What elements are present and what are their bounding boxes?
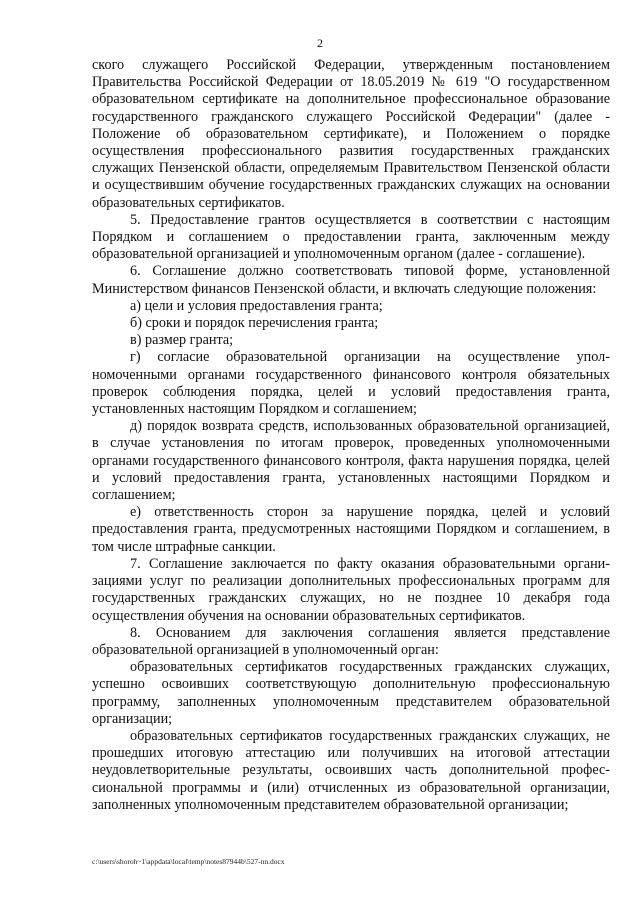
document-body [92, 57, 610, 814]
footer-file-path: c:\users\shoroh~1\appdata\local\temp\notes87944b\527-nn.docx [92, 857, 285, 866]
paragraph-item-7: 7. Соглашение заключается по факту оказания образовательными организациями услуг по реализации дополнительных профессиональных программ для государственных гражданских служащих, но не позднее 10 декабря года осуществления обучения на основании образовательных сертификатов. [92, 555, 610, 624]
list-item-a: а) цели и условия предоставления гранта; [130, 297, 383, 314]
list-item-e: е) ответственность сторон за нарушение порядка, целей и условий предоставления гранта, предусмотренных настоящими Порядком и соглашением, в том числе штрафные санкции. [92, 504, 610, 555]
list-item-b: б) сроки и порядок перечисления гранта; [130, 315, 379, 332]
list-item-d: д) порядок возврата средств, использованных образовательной организацией, в случае установления по итогам проверок, проведенных уполномоченными органами государственного финансового контроля, факта нарушения порядка, целей и условий предоставления гранта, установленных настоящими Порядком и соглашением; [92, 418, 610, 504]
paragraph-certificates-unsuccessful: образовательных сертификатов государственных гражданских служащих, не прошедших итоговую аттестацию или получивших на итоговой аттестации неудовлетворительные результаты, освоивших часть дополнительной профессиональной программы и (или) отчисленных из образовательной организации, заполненных уполномоченным представителем образовательной организации; [92, 727, 610, 813]
paragraph-item-5: 5. Предоставление грантов осуществляется в соответствии с настоящим Порядком и соглашением о предоставлении гранта, заключенным между образовательной организацией и уполномоченным органом (далее - соглашение). [92, 211, 610, 263]
list-item-g: г) согласие образовательной организации на осуществление уполномоченными органами государственного финансового контроля обязательных проверок соблюдения порядка, целей и условий предоставления гранта, установленных настоящим Порядком и соглашением; [92, 349, 610, 418]
paragraph-continuation: ского служащего Российской Федерации, утвержденным постановлением Правительства Российской Федерации от 18.05.2019 № 619 "О государственном образовательном сертификате на дополнительное профессиональное образование государственного гражданского служащего Российской Федерации" (далее - Положение об образовательном сертификате), и Положением о порядке осуществления профессионального развития государственных гражданских служащих Пензенской области, определяемым Правительством Пензенской области и осуществившим обучение государственных гражданских служащих на основании образовательных сертификатов. [92, 57, 610, 211]
page-number: 2 [317, 36, 323, 50]
paragraph-certificates-successful: образовательных сертификатов государственных гражданских служащих, успешно освоивших соответствующую дополнительную профессиональную программу, заполненных уполномоченным представителем образовательной организации; [92, 659, 610, 727]
paragraph-item-6: 6. Соглашение должно соответствовать типовой форме, установленной Министерством финансов Пензенской области, и включать следующие положения: [92, 263, 610, 297]
list-item-v: в) размер гранта; [130, 332, 234, 349]
paragraph-item-8: 8. Основанием для заключения соглашения является представление образовательной организацией в уполномоченный орган: [92, 624, 610, 658]
